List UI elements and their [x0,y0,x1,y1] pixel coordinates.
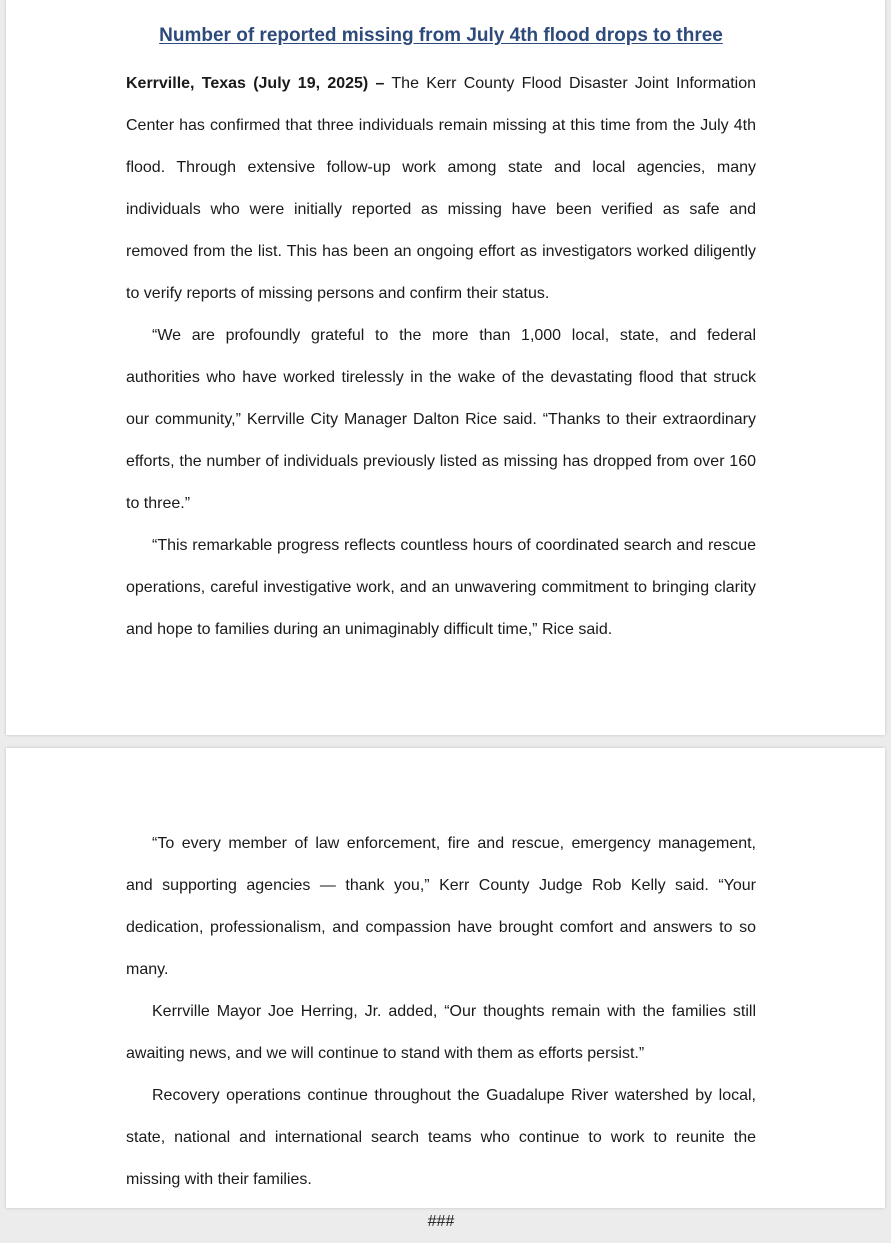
recovery-paragraph: Recovery operations continue throughout the Guadalupe River watershed by local, state, national and international search teams who continue to work to reunite the missing with their families. [126,1087,756,1188]
document-page-1 [6,0,885,735]
page-2-content [126,823,756,1243]
quote-paragraph-rice-1: “We are profoundly grateful to the more than 1,000 local, state, and federal authorities who have worked tirelessly in the wake of the devastating flood that struck our community,” Kerrville City Manager Dalton Rice said. “Thanks to their extraordinary efforts, the number of individuals previously listed as missing has dropped from over 160 to three.” [126,327,756,512]
end-mark: ### [427,1213,455,1230]
quote-paragraph-kelly: “To every member of law enforcement, fire and rescue, emergency management, and supporting agencies — thank you,” Kerr County Judge Rob Kelly said. “Your dedication, professionalism, and compassion have brought comfort and answers to so many. [126,835,756,978]
document-page-2 [6,748,885,1230]
press-release-title: Number of reported missing from July 4th flood drops to three [159,25,723,46]
page-1-content [126,22,756,651]
lead-paragraph [126,63,756,315]
dateline: Kerrville, Texas (July 19, 2025) – [126,75,385,92]
quote-paragraph-herring: Kerrville Mayor Joe Herring, Jr. added, “Our thoughts remain with the families still awaiting news, and we will continue to stand with them as efforts persist.” [126,1003,756,1062]
lead-paragraph-text: The Kerr County Flood Disaster Joint Information Center has confirmed that three individuals remain missing at this time from the July 4th flood. Through extensive follow-up work among state and local agencies, many individuals who were initially reported as missing have been verified as safe and removed from the list. This has been an ongoing effort as investigators worked diligently to verify reports of missing persons and confirm their status. [126,75,757,302]
quote-paragraph-rice-2: “This remarkable progress reflects countless hours of coordinated search and rescue operations, careful investigative work, and an unwavering commitment to bringing clarity and hope to families during an unimaginably difficult time,” Rice said. [126,537,756,638]
